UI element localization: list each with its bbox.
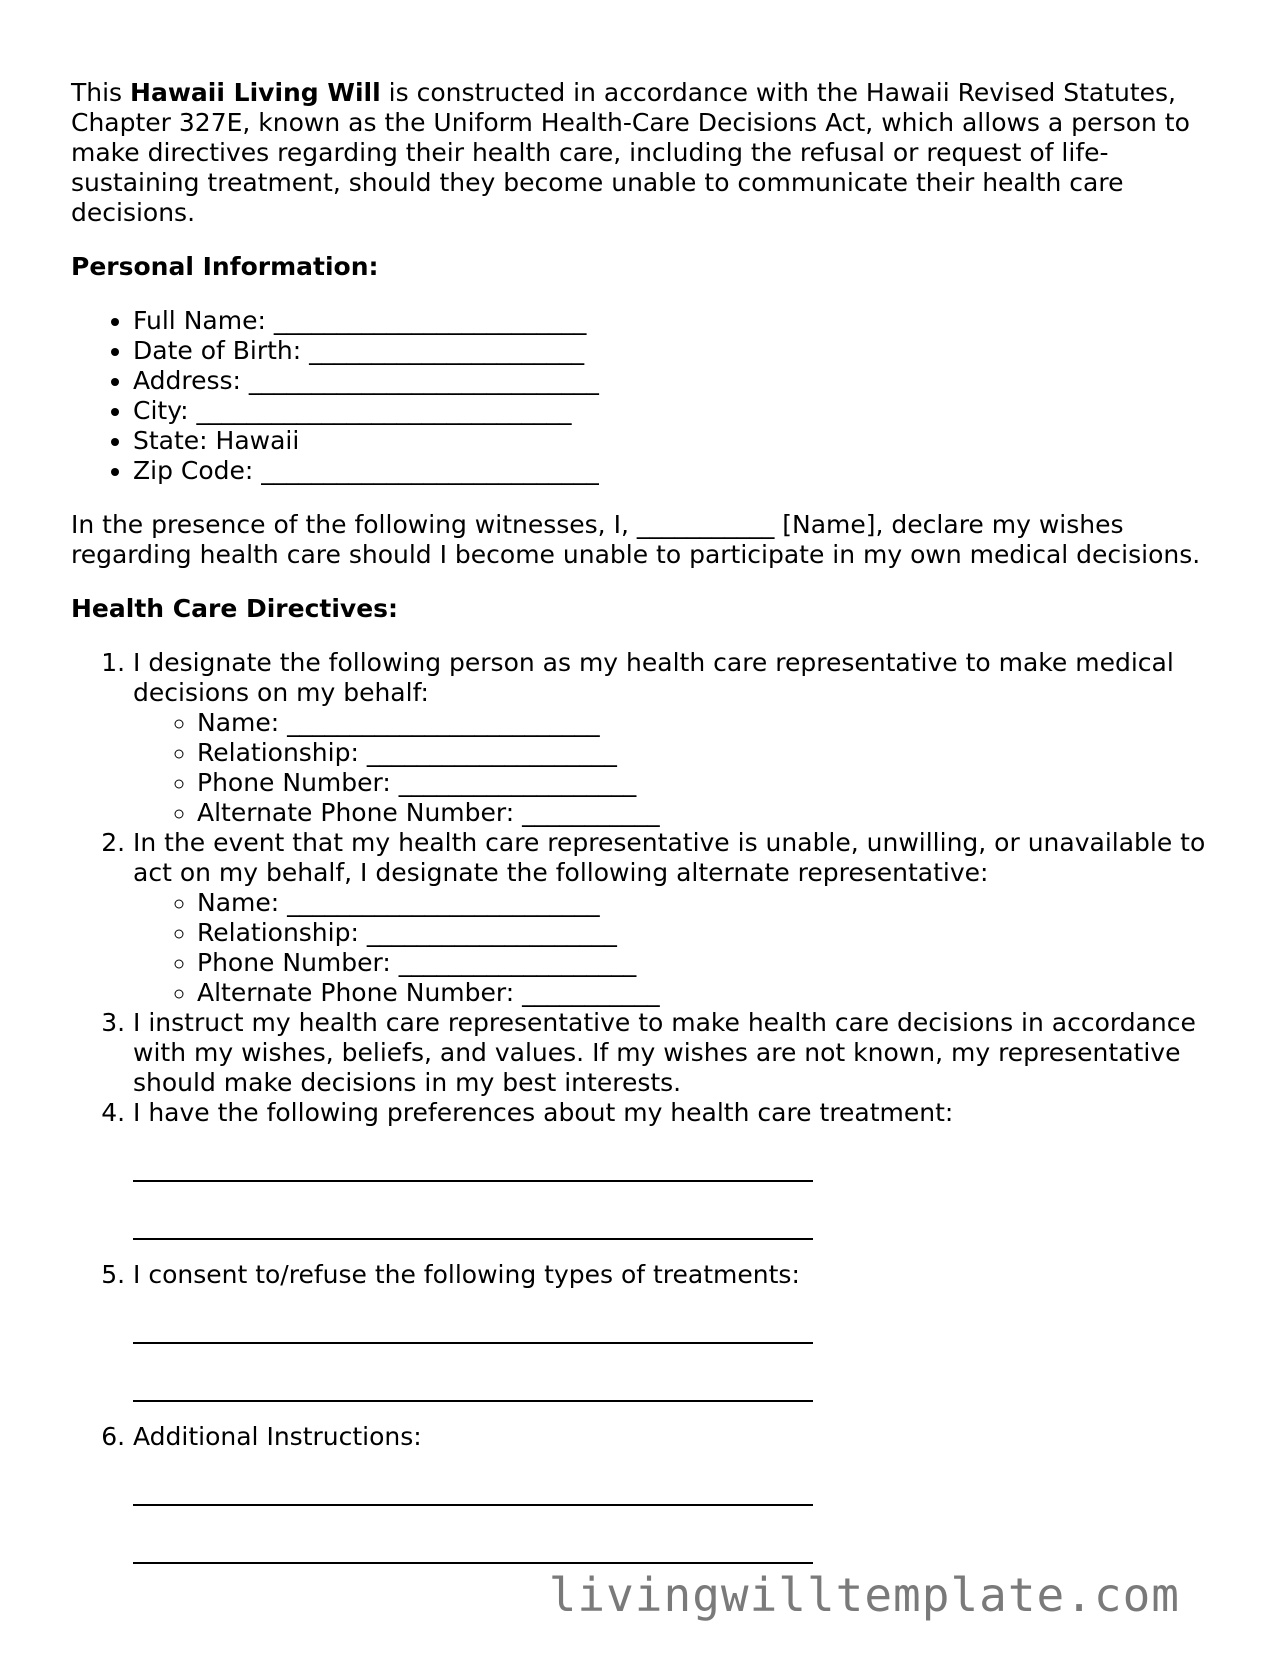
field-city[interactable]: • City: ______________________________ [133,396,1211,426]
intro-prefix: This [71,78,131,107]
field-full-name[interactable]: • Full Name: _________________________ [133,306,1211,336]
personal-information-heading: Personal Information: [71,252,379,281]
directive-6-text: Additional Instructions: [133,1422,422,1451]
field-zip-code[interactable]: • Zip Code: ___________________________ [133,456,1211,486]
directive-2-text: In the event that my health care representative is unable, unwilling, or unavailable to act on my behalf, I designate the following alternate representative: [133,828,1206,887]
directive-1-text: I designate the following person as my health care representative to make medical decisions on my behalf: [133,648,1174,707]
directive-item-5 [133,1260,1211,1422]
directive-item-6 [133,1422,1211,1584]
treatments-line-1[interactable] [133,1342,813,1344]
intro-document-title: Hawaii Living Will [130,78,381,107]
additional-line-1[interactable] [133,1504,813,1506]
intro-paragraph [71,78,1211,228]
alt-rep-alt-phone-field[interactable]: ◦ Alternate Phone Number: ___________ [197,978,1211,1008]
alt-rep-name-field[interactable]: ◦ Name: _________________________ [197,888,1211,918]
alt-rep-phone-field[interactable]: ◦ Phone Number: ___________________ [197,948,1211,978]
field-date-of-birth[interactable]: • Date of Birth: ______________________ [133,336,1211,366]
rep-name-field[interactable]: ◦ Name: _________________________ [197,708,1211,738]
additional-line-2[interactable] [133,1562,813,1564]
treatments-blank-lines [133,1290,1211,1422]
rep-alt-phone-field[interactable]: ◦ Alternate Phone Number: ___________ [197,798,1211,828]
preferences-line-2[interactable] [133,1238,813,1240]
representative-fields [133,708,1211,828]
preferences-line-1[interactable] [133,1180,813,1182]
alt-rep-relationship-field[interactable]: ◦ Relationship: ____________________ [197,918,1211,948]
health-care-directives-heading: Health Care Directives: [71,594,399,623]
directive-item-4 [133,1098,1211,1260]
rep-phone-field[interactable]: ◦ Phone Number: ___________________ [197,768,1211,798]
site-watermark: livingwilltemplate.com [548,1568,1180,1622]
directive-item-1 [133,648,1211,828]
field-state: • State: Hawaii [133,426,1211,456]
directive-item-2 [133,828,1211,1008]
directive-3-text: I instruct my health care representative to make health care decisions in accordance with my wishes, beliefs, and values. If my wishes are not known, my representative should make decisions in my best interests. [133,1008,1196,1097]
directive-4-text: I have the following preferences about my health care treatment: [133,1098,954,1127]
rep-relationship-field[interactable]: ◦ Relationship: ____________________ [197,738,1211,768]
preferences-blank-lines [133,1128,1211,1260]
intro-body: is constructed in accordance with the Hawaii Revised Statutes, Chapter 327E, known as the Uniform Health-Care Decisions Act, which allows a person to make directives regarding their health care, including the refusal or request of life-sustaining treatment, should they become unable to communicate their health care decisions. [71,78,1190,227]
personal-information-list [71,306,1211,486]
directive-item-3 [133,1008,1211,1098]
directive-5-text: I consent to/refuse the following types of treatments: [133,1260,800,1289]
treatments-line-2[interactable] [133,1400,813,1402]
additional-instructions-blank-lines [133,1452,1211,1584]
directives-list [71,648,1211,1584]
document-page [71,78,1211,1584]
declaration-paragraph: In the presence of the following witnesses, I, ___________ [Name], declare my wishes regarding health care should I become unable to participate in my own medical decisions. [71,510,1201,569]
field-address[interactable]: • Address: ____________________________ [133,366,1211,396]
alternate-representative-fields [133,888,1211,1008]
